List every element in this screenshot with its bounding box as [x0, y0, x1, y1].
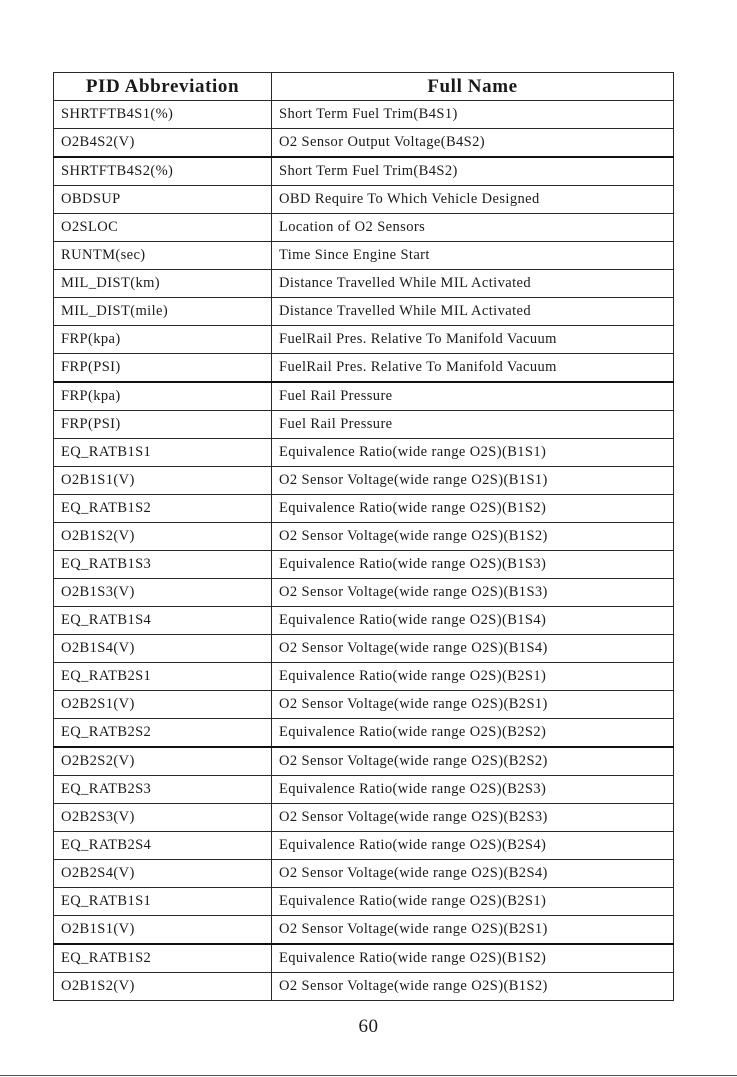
table-row — [54, 804, 674, 832]
table-row — [54, 663, 674, 691]
full-name-cell: Fuel Rail Pressure — [272, 411, 674, 439]
pid-abbreviation-cell: FRP(PSI) — [54, 354, 272, 383]
pid-abbreviation-cell: FRP(kpa) — [54, 382, 272, 411]
full-name-cell: OBD Require To Which Vehicle Designed — [272, 186, 674, 214]
full-name-cell: Fuel Rail Pressure — [272, 382, 674, 411]
pid-abbreviation-cell: FRP(kpa) — [54, 326, 272, 354]
table-row — [54, 354, 674, 383]
pid-abbreviation-cell: O2B1S1(V) — [54, 916, 272, 945]
table-row — [54, 157, 674, 186]
full-name-cell: O2 Sensor Voltage(wide range O2S)(B2S1) — [272, 916, 674, 945]
pid-abbreviation-cell: EQ_RATB2S4 — [54, 832, 272, 860]
table-row — [54, 439, 674, 467]
full-name-cell: Equivalence Ratio(wide range O2S)(B1S2) — [272, 495, 674, 523]
table-row — [54, 467, 674, 495]
pid-abbreviation-cell: OBDSUP — [54, 186, 272, 214]
full-name-cell: O2 Sensor Voltage(wide range O2S)(B1S3) — [272, 579, 674, 607]
pid-abbreviation-cell: EQ_RATB2S3 — [54, 776, 272, 804]
table-row — [54, 747, 674, 776]
table-row — [54, 944, 674, 973]
pid-abbreviation-cell: O2B4S2(V) — [54, 129, 272, 158]
pid-abbreviation-cell: O2B1S4(V) — [54, 635, 272, 663]
pid-abbreviation-cell: EQ_RATB2S2 — [54, 719, 272, 748]
column-header-full-name: Full Name — [272, 73, 674, 101]
pid-abbreviation-cell: SHRTFTB4S2(%) — [54, 157, 272, 186]
pid-abbreviation-cell: EQ_RATB1S3 — [54, 551, 272, 579]
table-row — [54, 776, 674, 804]
bottom-rule — [0, 1075, 737, 1076]
table-row — [54, 973, 674, 1001]
full-name-cell: Time Since Engine Start — [272, 242, 674, 270]
table-row — [54, 326, 674, 354]
full-name-cell: O2 Sensor Voltage(wide range O2S)(B1S1) — [272, 467, 674, 495]
full-name-cell: O2 Sensor Voltage(wide range O2S)(B2S2) — [272, 747, 674, 776]
full-name-cell: Distance Travelled While MIL Activated — [272, 270, 674, 298]
full-name-cell: Equivalence Ratio(wide range O2S)(B2S3) — [272, 776, 674, 804]
full-name-cell: Equivalence Ratio(wide range O2S)(B1S2) — [272, 944, 674, 973]
table-row — [54, 242, 674, 270]
table-row — [54, 101, 674, 129]
pid-abbreviation-cell: O2B2S3(V) — [54, 804, 272, 832]
full-name-cell: O2 Sensor Voltage(wide range O2S)(B2S1) — [272, 691, 674, 719]
pid-abbreviation-cell: O2B1S1(V) — [54, 467, 272, 495]
pid-abbreviation-cell: RUNTM(sec) — [54, 242, 272, 270]
pid-abbreviation-cell: O2B2S4(V) — [54, 860, 272, 888]
table-row — [54, 579, 674, 607]
table-row — [54, 860, 674, 888]
table-row — [54, 129, 674, 158]
table-row — [54, 382, 674, 411]
pid-abbreviation-cell: EQ_RATB1S2 — [54, 495, 272, 523]
full-name-cell: Equivalence Ratio(wide range O2S)(B2S1) — [272, 888, 674, 916]
full-name-cell: O2 Sensor Voltage(wide range O2S)(B2S4) — [272, 860, 674, 888]
full-name-cell: Location of O2 Sensors — [272, 214, 674, 242]
full-name-cell: Equivalence Ratio(wide range O2S)(B1S4) — [272, 607, 674, 635]
table-header-row — [54, 73, 674, 101]
pid-abbreviation-cell: SHRTFTB4S1(%) — [54, 101, 272, 129]
column-header-pid-abbreviation: PID Abbreviation — [54, 73, 272, 101]
full-name-cell: Equivalence Ratio(wide range O2S)(B2S1) — [272, 663, 674, 691]
pid-abbreviation-cell: O2B2S1(V) — [54, 691, 272, 719]
table-row — [54, 523, 674, 551]
full-name-cell: Equivalence Ratio(wide range O2S)(B2S2) — [272, 719, 674, 748]
pid-abbreviation-cell: EQ_RATB1S2 — [54, 944, 272, 973]
table-row — [54, 186, 674, 214]
pid-abbreviation-cell: EQ_RATB1S1 — [54, 888, 272, 916]
full-name-cell: O2 Sensor Voltage(wide range O2S)(B1S4) — [272, 635, 674, 663]
full-name-cell: FuelRail Pres. Relative To Manifold Vacuum — [272, 326, 674, 354]
pid-abbreviation-cell: O2B1S2(V) — [54, 523, 272, 551]
full-name-cell: Short Term Fuel Trim(B4S1) — [272, 101, 674, 129]
pid-table — [53, 72, 674, 1001]
table-row — [54, 719, 674, 748]
full-name-cell: O2 Sensor Output Voltage(B4S2) — [272, 129, 674, 158]
table-row — [54, 832, 674, 860]
table-row — [54, 411, 674, 439]
pid-abbreviation-cell: O2B1S3(V) — [54, 579, 272, 607]
pid-abbreviation-cell: EQ_RATB1S4 — [54, 607, 272, 635]
page-number: 60 — [358, 1016, 379, 1037]
table-row — [54, 298, 674, 326]
table-row — [54, 214, 674, 242]
table-row — [54, 888, 674, 916]
table-row — [54, 691, 674, 719]
pid-abbreviation-cell: MIL_DIST(km) — [54, 270, 272, 298]
full-name-cell: Equivalence Ratio(wide range O2S)(B1S3) — [272, 551, 674, 579]
table-row — [54, 270, 674, 298]
table-row — [54, 551, 674, 579]
pid-abbreviation-cell: MIL_DIST(mile) — [54, 298, 272, 326]
pid-abbreviation-cell: EQ_RATB2S1 — [54, 663, 272, 691]
table-row — [54, 607, 674, 635]
full-name-cell: Equivalence Ratio(wide range O2S)(B2S4) — [272, 832, 674, 860]
full-name-cell: O2 Sensor Voltage(wide range O2S)(B1S2) — [272, 523, 674, 551]
full-name-cell: O2 Sensor Voltage(wide range O2S)(B2S3) — [272, 804, 674, 832]
table-body — [54, 101, 674, 1001]
full-name-cell: Distance Travelled While MIL Activated — [272, 298, 674, 326]
pid-abbreviation-cell: O2B1S2(V) — [54, 973, 272, 1001]
pid-abbreviation-cell: O2B2S2(V) — [54, 747, 272, 776]
pid-abbreviation-cell: EQ_RATB1S1 — [54, 439, 272, 467]
full-name-cell: Short Term Fuel Trim(B4S2) — [272, 157, 674, 186]
full-name-cell: FuelRail Pres. Relative To Manifold Vacuum — [272, 354, 674, 383]
table-row — [54, 635, 674, 663]
pid-abbreviation-cell: FRP(PSI) — [54, 411, 272, 439]
full-name-cell: Equivalence Ratio(wide range O2S)(B1S1) — [272, 439, 674, 467]
table-row — [54, 495, 674, 523]
full-name-cell: O2 Sensor Voltage(wide range O2S)(B1S2) — [272, 973, 674, 1001]
table-row — [54, 916, 674, 945]
pid-abbreviation-cell: O2SLOC — [54, 214, 272, 242]
